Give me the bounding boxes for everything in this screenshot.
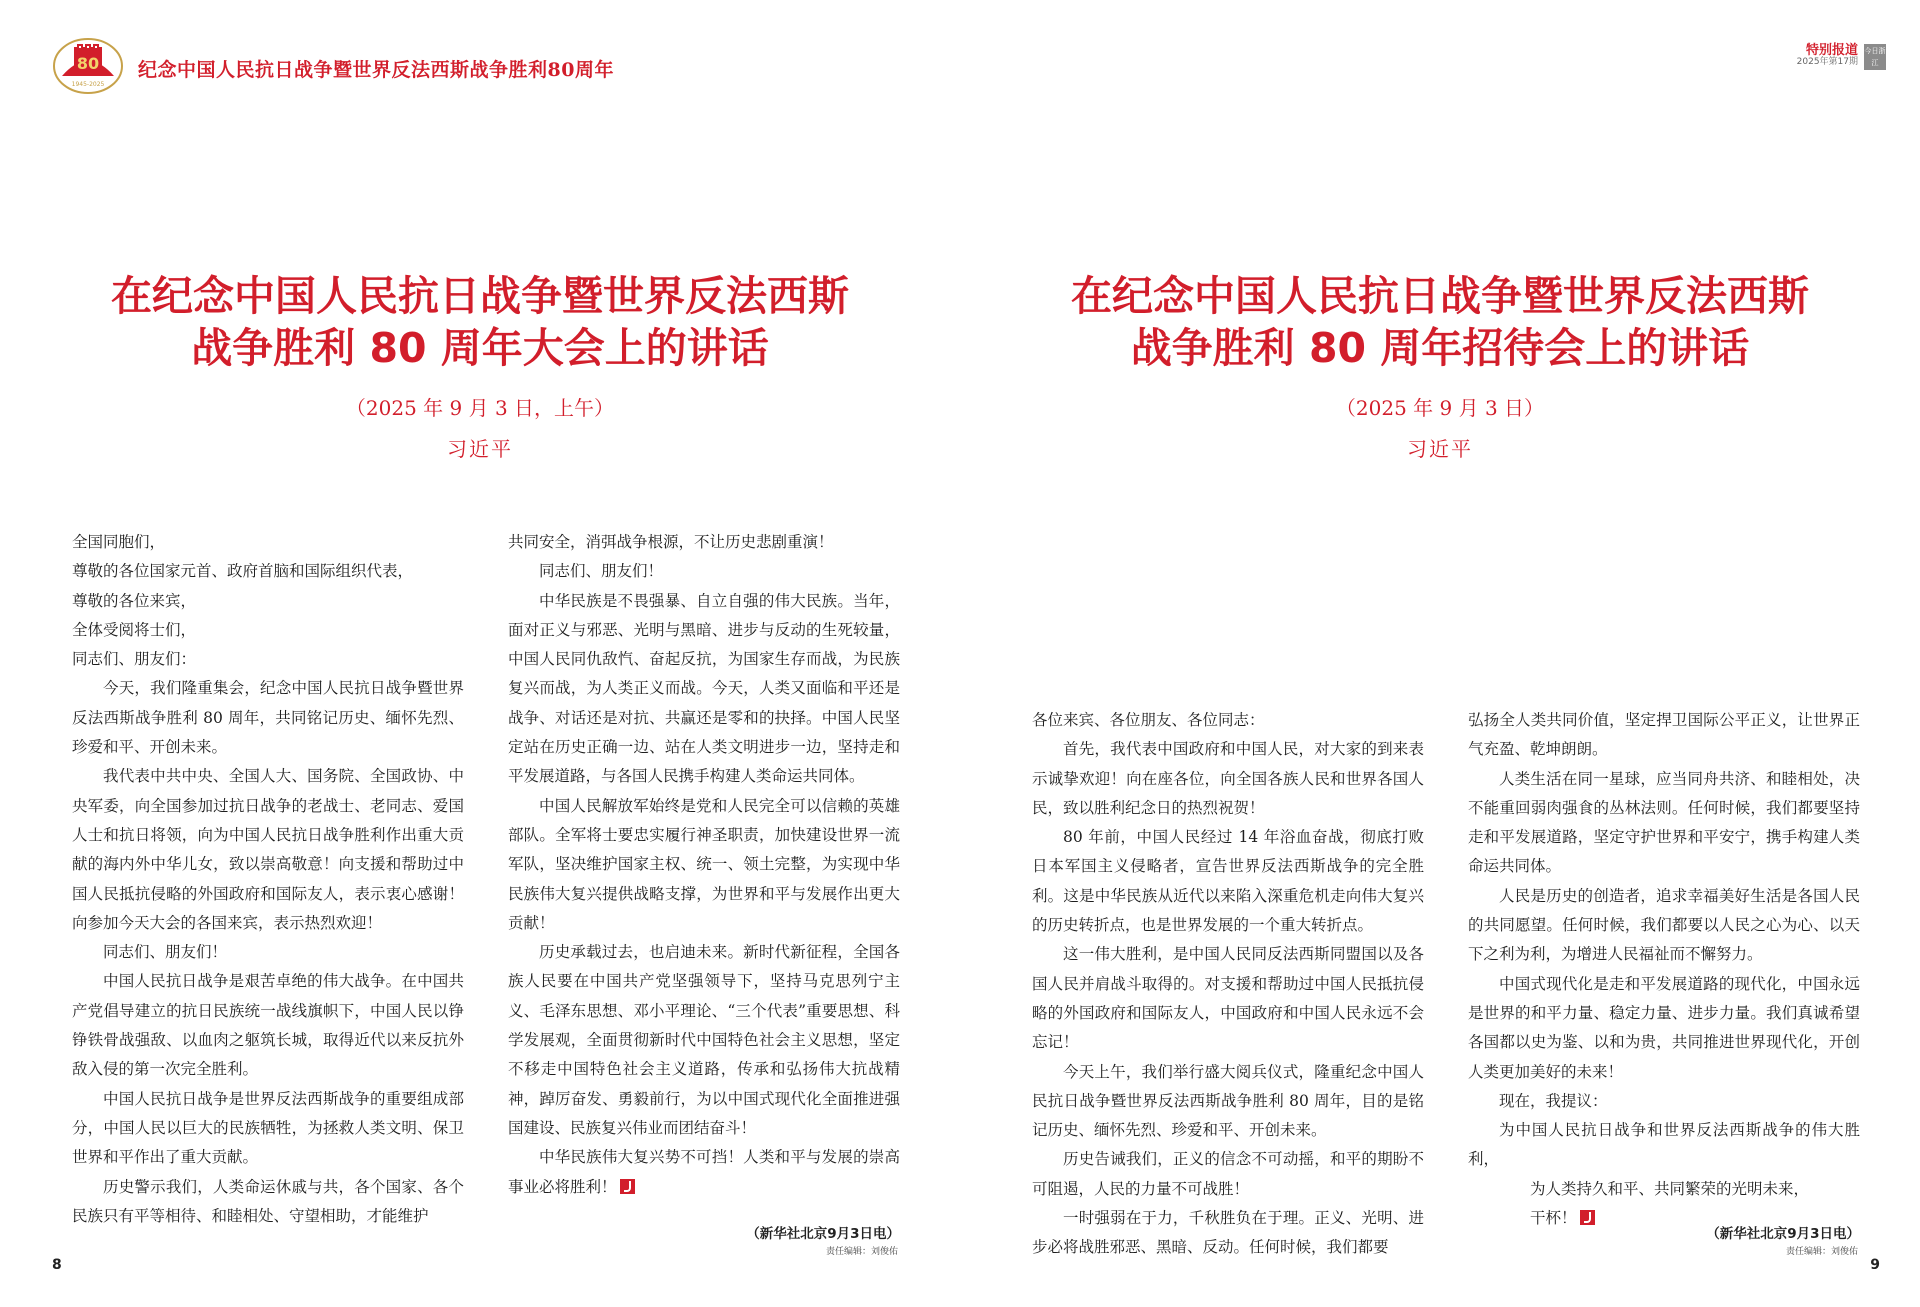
paragraph: 人民是历史的创造者，追求幸福美好生活是各国人民的共同愿望。任何时候，我们都要以人民之心为心、以天下之利为利，为增进人民福祉而不懈努力。 (1468, 886, 1860, 964)
right-date: （2025 年 9 月 3 日） (1335, 396, 1545, 420)
paragraph: 现在，我提议： (1499, 1091, 1608, 1110)
toast-line: 为人类持久和平、共同繁荣的光明未来， (1530, 1179, 1810, 1198)
paragraph: 我代表中共中央、全国人大、国务院、全国政协、中央军委，向全国参加过抗日战争的老战士、老同志、爱国人士和抗日将领，向为中国人民抗日战争胜利作出重大贡献的海内外中华儿女，致以崇高敬意！向支援和帮助过中国人民抵抗侵略的外国政府和国际友人，表示衷心感谢！向参加今天大会的各国来宾，表示热烈欢迎！ (72, 767, 464, 932)
issue-header (1797, 44, 1886, 70)
issue-number: 2025年第17期 (1796, 56, 1858, 67)
paragraph: 今天，我们隆重集会，纪念中国人民抗日战争暨世界反法西斯战争胜利 80 周年，共同铭记历史、缅怀先烈、珍爱和平、开创未来。 (72, 679, 464, 757)
paragraph: 中国人民抗日战争是艰苦卓绝的伟大战争。在中国共产党倡导建立的抗日民族统一战线旗帜下，中国人民以铮铮铁骨战强敌、以血肉之躯筑长城，取得近代以来反抗外敌入侵的第一次完全胜利。 (72, 972, 464, 1079)
paragraph: 80 年前，中国人民经过 14 年浴血奋战，彻底打败日本军国主义侵略者，宣告世界反法西斯战争的完全胜利。这是中华民族从近代以来陷入深重危机走向伟大复兴的历史转折点，也是世界发展的一个重大转折点。 (1032, 828, 1424, 935)
paragraph: 同志们、朋友们！ (103, 943, 228, 962)
paragraph: 中国人民解放军始终是党和人民完全可以信赖的英雄部队。全军将士要忠实履行神圣职责，加快建设世界一流军队，坚决维护国家主权、统一、领土完整，为实现中华民族伟大复兴提供战略支撑，为世界和平与发展作出更大贡献！ (508, 796, 900, 932)
right-title-line2: 战争胜利 80 周年招待会上的讲话 (1130, 324, 1750, 372)
emblem-years: 1945-2025 (71, 81, 105, 88)
paragraph: 中华民族是不畏强暴、自立自强的伟大民族。当年，面对正义与邪恶、光明与黑暗、进步与反动的生死较量，中国人民同仇敌忾、奋起反抗，为国家生存而战，为民族复兴而战，为人类正义而战。今天，人类又面临和平还是战争、对话还是对抗、共赢还是零和的抉择。中国人民坚定站在历史正确一边、站在人类文明进步一边，坚持走和平发展道路，与各国人民携手构建人类命运共同体。 (508, 591, 900, 786)
left-column-2 (508, 528, 900, 1202)
salutation: 各位来宾、各位朋友、各位同志： (1032, 711, 1265, 729)
paragraph: 历史警示我们，人类命运休戚与共，各个国家、各个民族只有平等相待、和睦相处、守望相助，才能维护 (72, 1177, 464, 1225)
right-page (960, 0, 1920, 1307)
left-title-line2: 战争胜利 80 周年大会上的讲话 (191, 324, 769, 372)
paragraph: 今天上午，我们举行盛大阅兵仪式，隆重纪念中国人民抗日战争暨世界反法西斯战争胜利 80 周年，目的是铭记历史、缅怀先烈、珍爱和平、开创未来。 (1032, 1062, 1424, 1140)
paragraph: 人类生活在同一星球，应当同舟共济、和睦相处，决不能重回弱肉强食的丛林法则。任何时候，我们都要坚持走和平发展道路，坚定守护世界和平安宁，携手构建人类命运共同体。 (1468, 769, 1860, 876)
right-title-line1: 在纪念中国人民抗日战争暨世界反法西斯 (1071, 272, 1809, 320)
left-title-line1: 在纪念中国人民抗日战争暨世界反法西斯 (111, 272, 849, 320)
closing-paragraph (508, 1143, 900, 1202)
paragraph: 共同安全，消弭战争根源，不让历史悲剧重演！ (508, 533, 834, 551)
paragraph: 中国式现代化是走和平发展道路的现代化，中国永远是世界的和平力量、稳定力量、进步力量。我们真诚希望各国都以史为鉴、以和为贵，共同推进世界现代化，开创人类更加美好的未来！ (1468, 974, 1860, 1081)
page-number: 8 (52, 1257, 62, 1273)
paragraph: 同志们、朋友们！ (539, 562, 664, 581)
left-author: 习近平 (447, 437, 513, 461)
right-title (960, 270, 1920, 374)
paragraph: 首先，我代表中国政府和中国人民，对大家的到来表示诚挚欢迎！向在座各位，向全国各族人民和世界各国人民，致以胜利纪念日的热烈祝贺！ (1032, 740, 1424, 817)
paragraph: 一时强弱在于力，千秋胜负在于理。正义、光明、进步必将战胜邪恶、黑暗、反动。任何时候，我们都要 (1032, 1209, 1424, 1257)
paragraph: 中国人民抗日战争是世界反法西斯战争的重要组成部分，中国人民以巨大的民族牺牲，为拯救人类文明、保卫世界和平作出了重大贡献。 (72, 1089, 464, 1167)
toast-text: 干杯！ (1530, 1209, 1577, 1228)
end-mark-icon (620, 1179, 635, 1194)
left-title (0, 270, 960, 374)
left-column-1 (72, 528, 464, 1231)
issue-section: 特别报道 (1805, 43, 1858, 58)
salutation: 尊敬的各位国家元首、政府首脑和国际组织代表， (72, 562, 414, 581)
right-column-2 (1468, 706, 1860, 1233)
paragraph: 弘扬全人类共同价值，坚定捍卫国际公平正义，让世界正气充盈、乾坤朗朗。 (1468, 711, 1860, 759)
editor-credit: 责任编辑：刘俊佑 (1785, 1247, 1858, 1257)
right-column-1 (1032, 706, 1424, 1263)
anniversary-banner: 纪念中国人民抗日战争暨世界反法西斯战争胜利80周年 (138, 59, 614, 81)
news-source: （新华社北京9月3日电） (1706, 1226, 1860, 1242)
paragraph: 历史承载过去，也启迪未来。新时代新征程，全国各族人民要在中国共产党坚强领导下，坚持马克思列宁主义、毛泽东思想、邓小平理论、“三个代表”重要思想、科学发展观，全面贯彻新时代中国特色社会主义思想，坚定不移走中国特色社会主义道路，传承和弘扬伟大抗战精神，踔厉奋发、勇毅前行，为以中国式现代化全面推进强国建设、民族复兴伟业而团结奋斗！ (508, 943, 900, 1137)
editor-credit: 责任编辑：刘俊佑 (825, 1247, 898, 1257)
paragraph: 这一伟大胜利，是中国人民同反法西斯同盟国以及各国人民并肩战斗取得的。对支援和帮助过中国人民抵抗侵略的外国政府和国际友人，中国政府和中国人民永远不会忘记！ (1032, 945, 1424, 1052)
toast-line: 为中国人民抗日战争和世界反法西斯战争的伟大胜利， (1468, 1121, 1860, 1169)
paragraph: 历史告诫我们，正义的信念不可动摇，和平的期盼不可阻遏，人民的力量不可战胜！ (1032, 1150, 1424, 1198)
emblem-number: 80 (76, 54, 100, 73)
news-source: （新华社北京9月3日电） (746, 1226, 900, 1242)
magazine-logo: 今日浙江 (1864, 44, 1886, 70)
end-mark-icon (1580, 1210, 1595, 1225)
closing-text: 中华民族伟大复兴势不可挡！人类和平与发展的崇高事业必将胜利！ (508, 1148, 900, 1196)
page-number: 9 (1870, 1257, 1880, 1273)
salutation: 全体受阅将士们， (72, 620, 197, 639)
anniversary-emblem-icon (52, 36, 124, 96)
salutation: 尊敬的各位来宾， (72, 591, 197, 610)
salutation: 全国同胞们， (72, 533, 166, 551)
right-author: 习近平 (1407, 437, 1473, 461)
left-date: （2025 年 9 月 3 日，上午） (345, 396, 615, 420)
salutation: 同志们、朋友们： (72, 650, 197, 669)
